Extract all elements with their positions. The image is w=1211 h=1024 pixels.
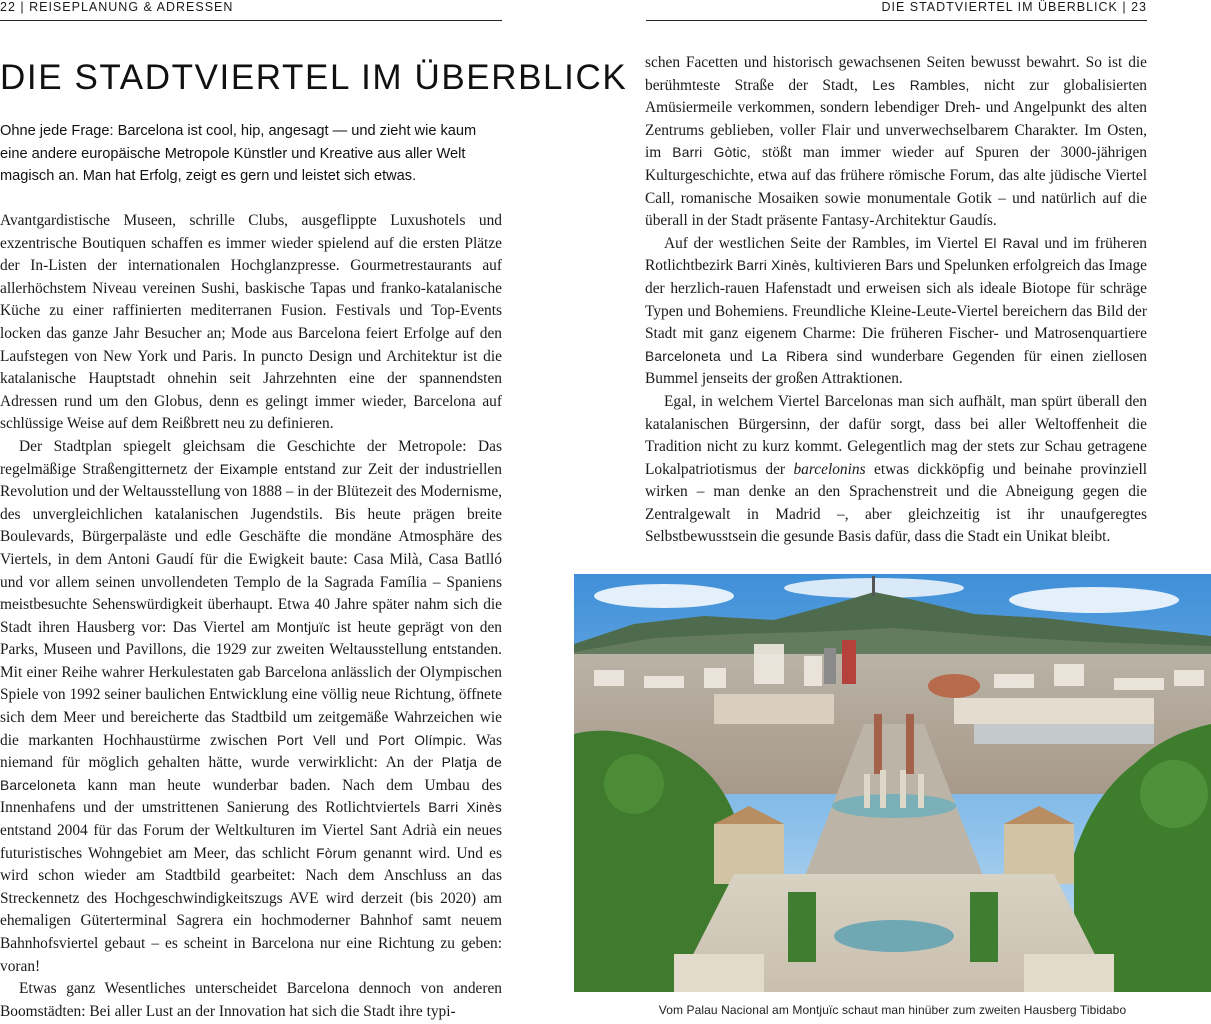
place-keyword: Les Rambles, — [872, 77, 970, 93]
place-keyword: Barri Xinès — [428, 800, 502, 816]
place-keyword: La Ribera — [761, 348, 828, 364]
place-keyword: Barceloneta — [645, 348, 721, 364]
running-header-right: DIE STADTVIERTEL IM ÜBERBLICK | 23 — [881, 0, 1147, 14]
barcelona-photo — [574, 574, 1211, 992]
body-paragraph: Etwas ganz Wesentliches unterscheidet Barcelona dennoch von anderen Boomstädten: Bei aller Lust an der Innovation hat sich die Stadt ihre typi- — [0, 980, 502, 1020]
body-paragraph: Avantgardistische Museen, schrille Clubs, ausgeflippte Luxushotels und exzentrische Boutiquen schaffen es immer wieder spielend auf die ersten Plätze der In-Listen der internationalen Hochglanzpresse. Gourmetrestaurants auf allerhöchstem Niveau vereinen Sushi, baskische Tapas und franko-katalanische Küche zu einer raffinierten mediterranen Fusion. Festivals und Top-Events locken das ganze Jahr Besucher an; Mode aus Barcelona feiert Erfolge auf den Laufstegen von New York und Paris. In puncto Design und Architektur ist die katalanische Hauptstadt ohnehin seit Jahrzehnten eine der spannendsten Adressen rund um den Globus, denn es gelingt immer wieder, Barcelona auf schlüssige Weise auf dem Reißbrett neu zu definieren. — [0, 212, 502, 433]
place-keyword: El Raval — [984, 235, 1039, 251]
place-keyword: Barri Xinès, — [736, 258, 811, 274]
place-keyword: Eixample — [219, 461, 279, 477]
place-keyword: Port Olímpic. — [378, 732, 467, 748]
place-keyword: Port Vell — [277, 732, 336, 748]
place-keyword: Fòrum — [316, 845, 357, 861]
body-paragraph: Egal, in welchem Viertel Barcelonas man sich aufhält, man spürt überall den katalanischen Bürgersinn, der dafür sorgt, dass bei aller Weltoffenheit die Tradition nicht zu kurz kommt. Gelegentlich mag der stets zur Schau getragene Lokalpatriotismus der barcelonins etwas dickköpfig und beinahe provinziell wirken – man denke an den Sprachenstreit und die Abneigung gegen die Zentralgewalt in Madrid –, aber gleichzeitig ist ihr unaufgeregtes Selbstbewusstsein die gesunde Basis dafür, dass die Stadt ein Unikat bleibt. — [645, 392, 1147, 546]
header-rule-left — [0, 20, 502, 21]
running-header-left: 22 | REISEPLANUNG & ADRESSEN — [0, 0, 234, 14]
place-keyword: Barri Gòtic, — [672, 145, 751, 161]
body-paragraph: Auf der westlichen Seite der Rambles, im Viertel El Raval und im früheren Rotlichtbezirk Barri Xinès, kultivieren Bars und Spelunken erfolgreich das Image der herzlich-rauen Hafenstadt und erweisen sich als ideale Biotope für schräge Typen und Bohemiens. Freundliche Kleine-Leute-Viertel bereichern das Bild der Stadt mit ganz eigenem Charme: Die früheren Fischer- und Matrosenquartiere Barceloneta und La Ribera sind wunderbare Gegenden für einen ziellosen Bummel jenseits der großen Attraktionen. — [645, 234, 1147, 388]
body-paragraph: schen Facetten und historisch gewachsenen Seiten bewusst bewahrt. So ist die berühmteste Straße der Stadt, Les Rambles, nicht zur globalisierten Amüsiermeile verkommen, sondern lebendiger Dreh- und Angelpunkt des alten Zentrums geblieben, voller Flair und unverwechselbarem Charakter. Im Osten, im Barri Gòtic, stößt man immer wieder auf Spuren der 3000-jährigen Kulturgeschichte, etwa auf das frühere römische Forum, das alte jüdische Viertel Call, romanische Mosaiken sowie monumentale Gotik – und natürlich auf die überall in der Stadt präsente Fantasy-Architektur Gaudís. — [645, 54, 1147, 230]
header-rule-right — [646, 20, 1147, 21]
body-paragraph: Der Stadtplan spiegelt gleichsam die Geschichte der Metropole: Das regelmäßige Straßengitternetz der Eixample entstand zur Zeit der industriellen Revolution und der Weltausstellung von 1888 – in der Blütezeit des Modernisme, des unvergleichlichen katalanischen Jugendstils. Bis heute prägen breite Boulevards, Bürgerpaläste und edle Geschäfte die mondäne Atmosphäre des Viertels, in dem Antoni Gaudí für die Ewigkeit baute: Casa Milà, Casa Batlló und vor allem seinen unvollendeten Templo de la Sagrada Família – Spaniens meistbesuchte Sehenswürdigkeit überhaupt. Etwa 40 Jahre später nahm sich die Stadt ihren Hausberg vor: Das Viertel am Montjuïc ist heute geprägt von den Parks, Museen und Pavillons, die 1929 zur zweiten Weltausstellung entstanden. Mit einer Reihe wahrer Herkulestaten gab Barcelona anlässlich der Olympischen Spiele von 1992 seiner baulichen Entwicklung eine völlig neue Richtung, öffnete sich dem Meer und bereicherte das Stadtbild um zeitgemäße Wahrzeichen wie die markanten Hochhaustürme zwischen Port Vell und Port Olímpic. Was niemand für möglich gehalten hätte, wurde verwirklicht: An der Platja de Barceloneta kann man heute wunderbar baden. Nach dem Umbau des Innenhafens und der umstrittenen Sanierung des Rotlichtviertels Barri Xinès entstand 2004 für das Forum der Weltkulturen im Viertel Sant Adrià ein neues futuristisches Wohngebiet am Meer, das schlicht Fòrum genannt wird. Und es wird schon wieder am Stadtbild gearbeitet: Nach dem Anschluss an das Streckennetz des Hochgeschwindigkeitszugs AVE wird derzeit (bis 2020) am ehemaligen Güterterminal Sagrera ein hochmoderner Bahnhof samt neuem Bahnhofsviertel gebaut – es scheint in Barcelona nur eine Richtung zu geben: voran! — [0, 437, 503, 975]
place-keyword: Platja de Barceloneta — [0, 755, 502, 793]
lead-paragraph: Ohne jede Frage: Barcelona ist cool, hip, angesagt — und zieht wie kaum eine andere europäische Metropole Künstler und Kreative aus aller Welt magisch an. Man hat Erfolg, zeigt es gern und leistet sich etwas. — [0, 123, 477, 184]
italic-term: barcelonins — [793, 460, 866, 478]
right-body-column — [645, 52, 1147, 549]
left-body-column — [0, 210, 502, 1023]
page-title: DIE STADTVIERTEL IM ÜBERBLICK — [0, 58, 628, 97]
photo-caption: Vom Palau Nacional am Montjuïc schaut man hinüber zum zweiten Hausberg Tibidabo — [658, 1003, 1127, 1017]
place-keyword: Montjuïc — [276, 619, 331, 635]
